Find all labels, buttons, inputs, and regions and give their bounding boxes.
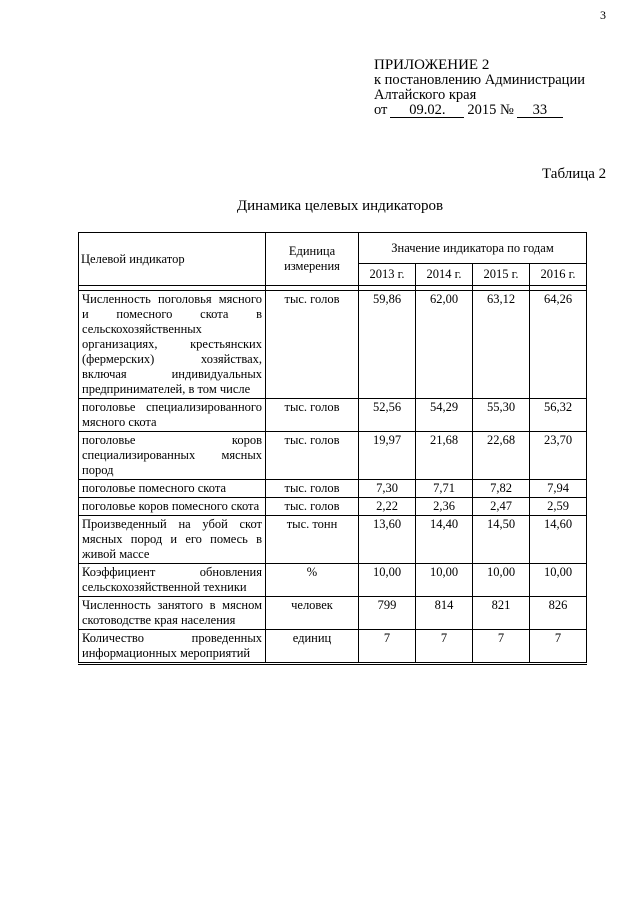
value-cell: 10,00 <box>530 564 587 597</box>
header-unit: Единица измерения <box>266 233 359 286</box>
header-indicator: Целевой индикатор <box>79 233 266 286</box>
value-cell: 7 <box>530 630 587 664</box>
value-cell: 7 <box>473 630 530 664</box>
value-cell: 7 <box>416 630 473 664</box>
value-cell: 10,00 <box>416 564 473 597</box>
indicator-cell: Произведенный на убой скот мясных пород и его помесь в живой массе <box>79 516 266 564</box>
unit-cell: тыс. голов <box>266 498 359 516</box>
header-year: 2016 г. <box>530 264 587 286</box>
unit-cell: человек <box>266 597 359 630</box>
table-row <box>79 480 587 498</box>
value-cell: 13,60 <box>359 516 416 564</box>
value-cell: 22,68 <box>473 432 530 480</box>
value-cell: 2,47 <box>473 498 530 516</box>
value-cell: 814 <box>416 597 473 630</box>
appendix-block <box>374 58 585 118</box>
indicator-cell: поголовье коров помесного скота <box>79 498 266 516</box>
header-year: 2014 г. <box>416 264 473 286</box>
resolution-number: 33 <box>517 104 563 118</box>
value-cell: 10,00 <box>359 564 416 597</box>
value-cell: 826 <box>530 597 587 630</box>
table-label: Таблица 2 <box>542 166 607 182</box>
table-row <box>79 630 587 664</box>
unit-cell: единиц <box>266 630 359 664</box>
table-row <box>79 399 587 432</box>
appendix-date-line <box>374 103 585 118</box>
value-cell: 10,00 <box>473 564 530 597</box>
value-cell: 59,86 <box>359 291 416 399</box>
value-cell: 14,40 <box>416 516 473 564</box>
table-row <box>79 516 587 564</box>
indicator-cell: поголовье помесного скота <box>79 480 266 498</box>
value-cell: 7,30 <box>359 480 416 498</box>
unit-cell: тыс. голов <box>266 291 359 399</box>
resolution-date: 09.02. <box>390 104 464 118</box>
indicator-cell: Численность поголовья мясного и помесного скота в сельскохозяйственных организациях, крестьянских (фермерских) хозяйствах, включая индивидуальных предпринимателей, в том числе <box>79 291 266 399</box>
value-cell: 19,97 <box>359 432 416 480</box>
value-cell: 62,00 <box>416 291 473 399</box>
value-cell: 23,70 <box>530 432 587 480</box>
unit-cell: тыс. тонн <box>266 516 359 564</box>
value-cell: 2,59 <box>530 498 587 516</box>
value-cell: 7,71 <box>416 480 473 498</box>
unit-cell: тыс. голов <box>266 399 359 432</box>
indicator-cell: поголовье специализированного мясного скота <box>79 399 266 432</box>
value-cell: 7,94 <box>530 480 587 498</box>
value-cell: 55,30 <box>473 399 530 432</box>
table-row <box>79 597 587 630</box>
header-year: 2013 г. <box>359 264 416 286</box>
value-cell: 821 <box>473 597 530 630</box>
year-label: 2015 № <box>467 102 514 118</box>
table-row <box>79 432 587 480</box>
header-values-group: Значение индикатора по годам <box>359 233 587 264</box>
appendix-title: ПРИЛОЖЕНИЕ 2 <box>374 57 490 73</box>
table-row <box>79 498 587 516</box>
value-cell: 14,50 <box>473 516 530 564</box>
page-number: 3 <box>600 8 606 22</box>
value-cell: 21,68 <box>416 432 473 480</box>
unit-cell: тыс. голов <box>266 480 359 498</box>
value-cell: 56,32 <box>530 399 587 432</box>
indicator-cell: Коэффициент обновления сельскохозяйственной техники <box>79 564 266 597</box>
value-cell: 54,29 <box>416 399 473 432</box>
value-cell: 63,12 <box>473 291 530 399</box>
appendix-line-2: к постановлению Администрации <box>374 72 585 88</box>
value-cell: 2,36 <box>416 498 473 516</box>
unit-cell: % <box>266 564 359 597</box>
table-row <box>79 291 587 399</box>
value-cell: 7,82 <box>473 480 530 498</box>
appendix-line-3: Алтайского края <box>374 87 477 103</box>
value-cell: 14,60 <box>530 516 587 564</box>
table-row <box>79 564 587 597</box>
value-cell: 64,26 <box>530 291 587 399</box>
from-label: от <box>374 102 388 118</box>
header-year: 2015 г. <box>473 264 530 286</box>
value-cell: 2,22 <box>359 498 416 516</box>
indicator-cell: Количество проведенных информационных мероприятий <box>79 630 266 664</box>
value-cell: 52,56 <box>359 399 416 432</box>
value-cell: 7 <box>359 630 416 664</box>
value-cell: 799 <box>359 597 416 630</box>
unit-cell: тыс. голов <box>266 432 359 480</box>
indicator-cell: Численность занятого в мясном скотоводстве края населения <box>79 597 266 630</box>
indicators-table <box>78 232 587 665</box>
document-title: Динамика целевых индикаторов <box>236 198 444 214</box>
indicator-cell: поголовье коров специализированных мясных пород <box>79 432 266 480</box>
